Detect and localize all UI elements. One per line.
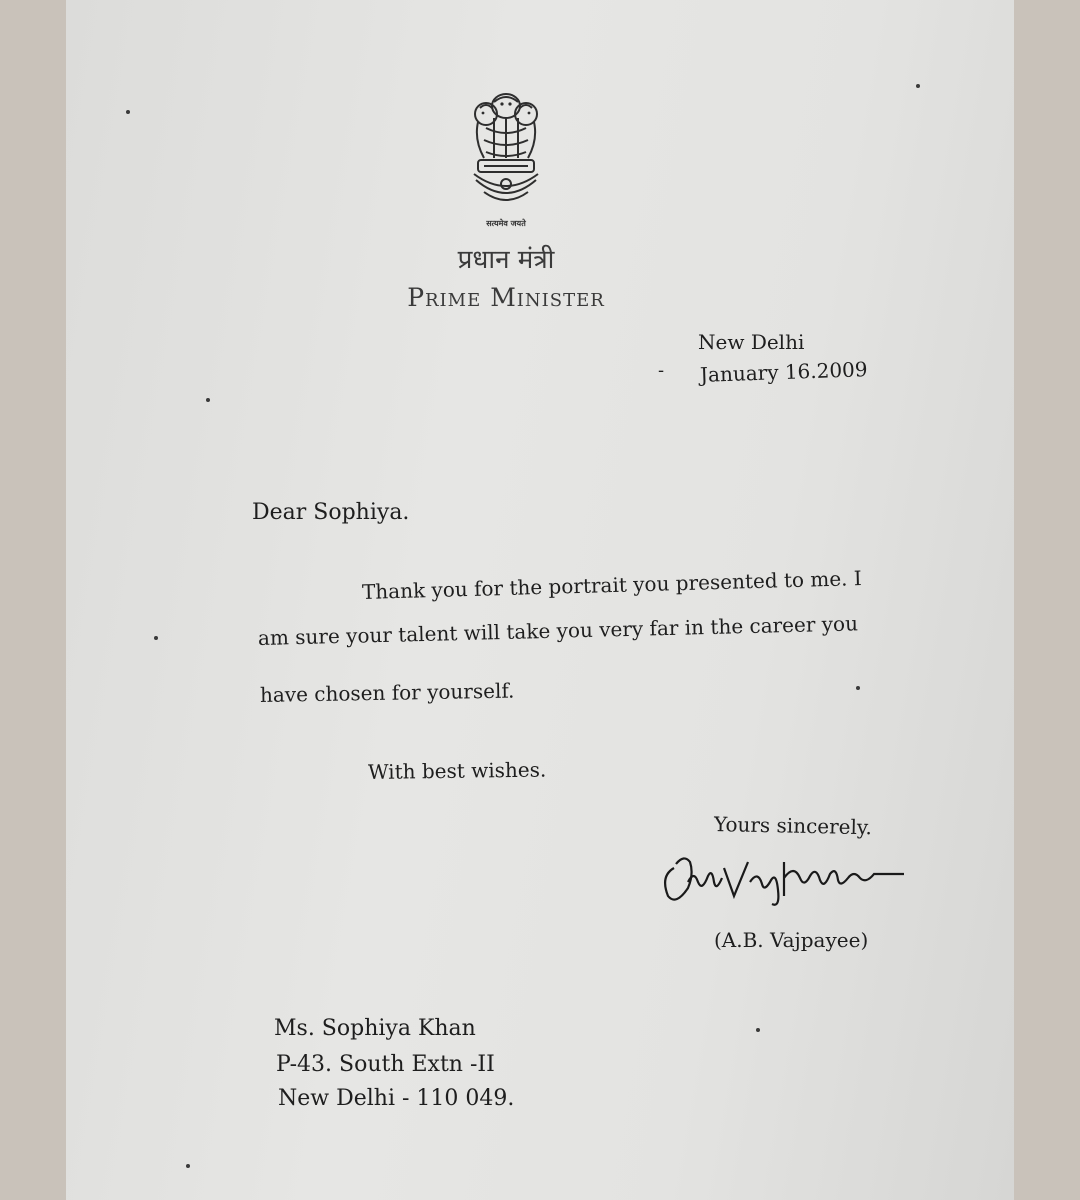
handwritten-signature	[654, 838, 944, 908]
paper-speck	[206, 398, 210, 402]
paper-speck	[856, 686, 860, 690]
recipient-city: New Delhi - 110 049.	[278, 1086, 515, 1111]
signatory-name: (A.B. Vajpayee)	[714, 928, 869, 952]
salutation: Dear Sophiya.	[252, 500, 410, 525]
dateline-date: January 16.2009	[699, 357, 868, 387]
best-wishes: With best wishes.	[367, 757, 547, 784]
letter-paper	[66, 0, 1014, 1200]
office-title-hindi: प्रधान मंत्री	[457, 245, 555, 275]
dateline-place: New Delhi	[698, 330, 805, 354]
body-line: have chosen for yourself.	[259, 678, 515, 707]
office-title-english: Prime Minister	[407, 283, 605, 312]
closing-line: Yours sincerely.	[713, 812, 873, 840]
paper-speck	[126, 110, 130, 114]
recipient-name: Ms. Sophiya Khan	[274, 1016, 476, 1041]
body-line: am sure your talent will take you very far in the career you	[257, 611, 859, 650]
paper-speck	[186, 1164, 190, 1168]
body-line: Thank you for the portrait you presented to me. I	[361, 566, 863, 604]
state-emblem-icon	[464, 88, 548, 228]
recipient-street: P-43. South Extn -II	[276, 1052, 495, 1077]
paper-speck	[154, 636, 158, 640]
paper-speck	[916, 84, 920, 88]
emblem-motto: सत्यमेव जयते	[486, 219, 526, 228]
dateline-dash: -	[658, 360, 665, 381]
paper-speck	[756, 1028, 760, 1032]
